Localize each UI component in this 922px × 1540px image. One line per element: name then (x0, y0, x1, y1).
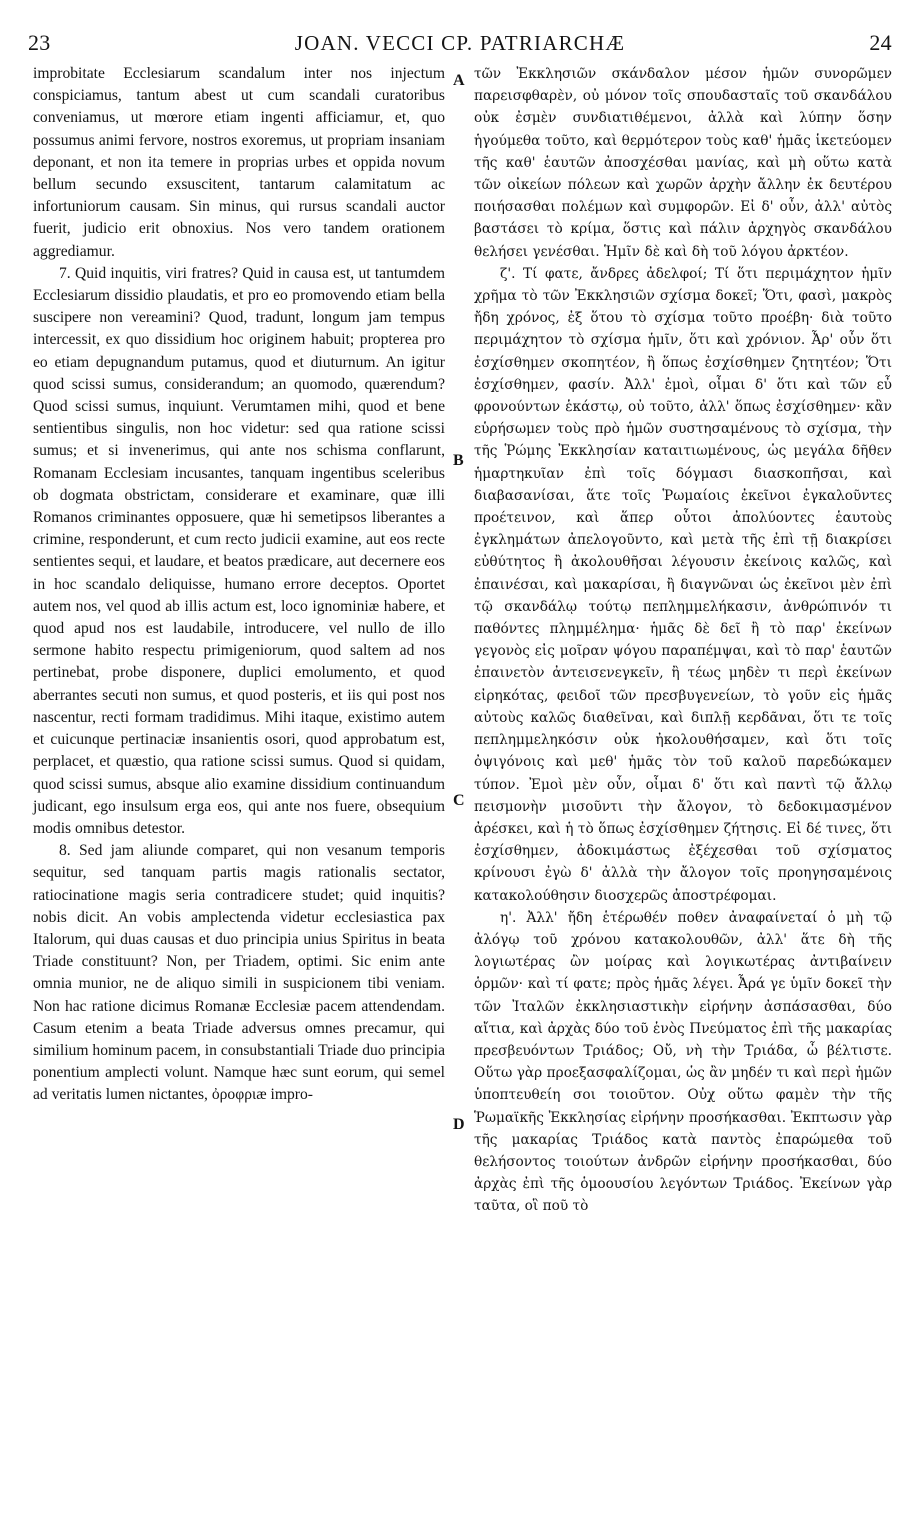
greek-column (474, 63, 892, 1218)
greek-paragraph-8: η'. Ἀλλ' ἤδη ἑτέρωθέν ποθεν ἀναφαίνεταί ὁ μὴ τῷ ἀλόγῳ τοῦ χρόνου κατακολουθῶν, ἀλλ' ἅτε δὴ τῆς λογιωτέρας ὢν μοίρας καὶ λογικωτέρας ἀντιβαίνειν ὁρμῶν· καὶ τί φατε; πρὸς ἡμᾶς λέγει. Ἆρά γε ὑμῖν δοκεῖ τὴν τῶν Ἰταλῶν ἐκκλησιαστικὴν εἰρήνην ἀσπάσασθαι, δύο αἴτια, καὶ ἀρχὰς δύο τοῦ ἑνὸς Πνεύματος ἐπὶ τῆς μακαρίας πρεσβευόντων Τριάδος; Οὔ, νὴ τὴν Τριάδα, ὦ βέλτιστε. Οὕτω γὰρ προεξασφαλίζομαι, ὡς ἂν μηδέν τι καὶ περὶ ἡμῶν ὑποπτευθείη σοι τοιοῦτον. Οὐχ οὕτω φαμὲν τὴν τῆς Ῥωμαϊκῆς Ἐκκλησίας εἰρήνην προσήκασθαι. Ἐκπτωσιν γὰρ τῆς μακαρίας Τριάδος κατὰ παντὸς ἐπαρώμεθα τοῦ θελήσοντος τοιούτων ἀνδρῶν εἰρήνην προσήκασθαι, δύο ἀρχὰς ἐπὶ τῆς ὁμοουσίου λεγόντων Τριάδος. Ἐκείνων γὰρ ταῦτα, οἳ ποῦ τὸ (474, 909, 892, 1215)
greek-paragraph-continuation: τῶν Ἐκκλησιῶν σκάνδαλον μέσον ἡμῶν συνορῶμεν παρεισφθαρὲν, οὐ μόνον τοῖς σπουδασταῖς τοῦ σκανδάλου οὐκ ἐσμὲν συνδιατιθέμενοι, ἀλλὰ καὶ λύπην ὅσην ἡγούμεθα τοῦτο, καὶ θερμότερον τοὺς καθ' ἡμᾶς ἱκετεύομεν τῆς καθ' ἑαυτῶν ἀποσχέσθαι μανίας, καὶ μὴ οὕτω κατὰ τῶν οἰκείων πόλεων καὶ χωρῶν ἀρχὴν ἄλλην ἐκ δευτέρου ποιήσασθαι πολέμων καὶ συμφορῶν. Εἰ δ' οὖν, ἀλλ' αὐτὸς βαστάσει τὸ κρίμα, ὅστις καὶ πάλιν ἀρχηγὸς σκανδάλου θελήσει γενέσθαι. Ἡμῖν δὲ καὶ δὴ τοῦ λόγου ἀρκτέον. (474, 66, 892, 260)
page-number-left: 23 (28, 30, 51, 55)
greek-paragraph-7: ζ'. Τί φατε, ἄνδρες ἀδελφοί; Τί ὅτι περιμάχητον ἡμῖν χρῆμα τὸ τῶν Ἐκκλησιῶν σχίσμα δοκεῖ; Ὅτι, φασὶ, μακρὸς ἤδη χρόνος, ἐξ ὅτου τὸ σχίσμα τοῦτο προέβη· διὰ τοῦτο περιμάχητον τὸ σχίσμα ἡμῖν, ὅτι καὶ χρόνιον. Ἆρ' οὖν ὅτι ἐσχίσθημεν σκοπητέον, ἢ ὅπως ἐσχίσθημεν ζητητέον; Ὅτι ἐσχίσθημεν, φασίν. Ἀλλ' ἐμοὶ, οἶμαι δ' ὅτι καὶ τῶν εὖ φρονούντων ἑκάστῳ, οὐ τοῦτο, ἀλλ' ὅπως ἐσχίσθημεν· κἂν εὑρήσωμεν τοὺς πρὸ ἡμῶν συστησαμένους τὸ σχίσμα, τὴν τῆς Ῥώμης Ἐκκλησίαν καταιτιωμένους, ὡς μεγάλα δῆθεν ἡμαρτηκυῖαν ἐπὶ τοῖς δόγμασι διασκοπῆσαι, καὶ διαβασανίσαι, ἅτε τοῖς Ῥωμαίοις ἐκεῖνοι ἐγκαλοῦντες προέτεινον, καὶ ἅπερ οὗτοι ἀπολύοντες ἑαυτοὺς ἐγκλημάτων ἀπελογοῦντο, καὶ μετὰ τῆς ἐπὶ τῇ διακρίσει εὐθύτητος ἢ ἀκολουθῆσαι λέγουσιν ἐκείνοις καλῶς, καὶ ἐπαινέσαι, καὶ μακαρίσαι, ἢ διαγνῶναι ὡς ἐκεῖνοι μὲν ἐπὶ τῷ σκανδάλῳ τούτῳ πεπλημμελήκασιν, ἀνθρώπινόν τι παθόντες πλημμέλημα· ἡμᾶς δὲ δεῖ ἢ τὸ παρ' ἐκείνων γεγονὸς εἰς μοῖραν ψόγου παραπέμψαι, καὶ τὸ παρ' ἑαυτῶν ἐπαινετὸν ἀντεισενεγκεῖν, ἢ τέως μηδὲν τι περὶ ἐκείνων εἰρηκότας, φειδοῖ τῶν πρεσβυγενείων, τὸ γοῦν εἰς ἡμᾶς αὐτοὺς καλῶς διαθεῖναι, καὶ διπλῇ κερδᾶναι, ὅτι τε τοῖς πεπλημμεληκόσιν οὐκ ἠκολουθήσαμεν, καὶ ὅτι τοῖς ὀψιγόνοις καὶ μεθ' ἡμᾶς τὸν τοῦ καλοῦ παρεδώκαμεν τύπον. Ἐμοὶ μὲν οὖν, οἶμαι δ' ὅτι καὶ παντὶ τῷ ἄλλῳ πεισμονὴν μισοῦντι τὴν ἄλογον, τὸ δεδοκιμασμένον ἀρέσκει, καὶ ἡ τὸ ὅπως ἐσχίσθημεν ζήτησις. Εἰ δέ τινες, ὅτι ἐσχίσθημεν, ἀδοκιμάστως ἐξέχεσθαι τοῦ σχίσματος κρίνουσι ἐγὼ δ' ἀλλὰ τὴν ἄλογον τοῖς προηγησαμένοις κατακολούθησιν διοσχερῶς ἀποστρέφομαι. (474, 265, 892, 904)
page-number-right: 24 (869, 30, 892, 55)
latin-paragraph-continuation: improbitate Ecclesiarum scandalum inter nos injectum conspiciamus, tantum abest ut cum scandali curatoribus conveniamus, ut mœrore etiam ingenti afficiamur, et, quo possumus animi fervore, nostros exoremus, ut propriam insaniam deponant, et non ita temere in proprias urbes et oppida novum bellum secundo exsuscitent, tantarum calamitatum ac infortuniorum causam. Sin minus, qui rursus scandali auctor fuerit, judicio erit obnoxius. Nos vero tandem orationem aggrediamur. (33, 65, 445, 260)
running-header (28, 30, 892, 56)
latin-paragraph-8: 8. Sed jam aliunde comparet, qui non vesanum temporis sequitur, sed tanquam partis magis rationalis sectator, ratiocinatione magis seria contradicere studet; quid inquitis? nobis dicit. An vobis amplectenda videtur ecclesiastica pax Italorum, qui duas causas et duo principia unius Spiritus in beata Triade constituunt? Non, per Triadem, optimi. Sic enim ante omnia munior, ne de aliquo simili in suspicionem tibi veniam. Non hac ratione dicimus Romanæ Ecclesiæ pacem attendendam. Casum etenim a beata Triade adversus omnes precamur, qui similium hominum pacem, in consubstantiali Triade duo principia ponentium amplecti volunt. Namque hæc sunt eorum, qui semel ad veritatis lumen nictantes, ὀροφριæ impro- (33, 842, 445, 1104)
running-title: JOAN. VECCI CP. PATRIARCHÆ (294, 31, 626, 55)
latin-column (33, 63, 445, 1107)
margin-marker-c: C (453, 792, 465, 809)
latin-paragraph-7: 7. Quid inquitis, viri fratres? Quid in causa est, ut tantumdem Ecclesiarum dissidio plaudatis, et pro eo promovendo etiam bella suscipere non vereamini? Quod, tradunt, longum jam tempus intercessit, ex quo dissidium hoc originem habuit; propterea pro eo etiam depugnandum putamus, quod et diuturnum. An igitur quod scissi sumus, considerandum; an quomodo, quærendum? Quod scissi sumus, inquiunt. Verumtamen mihi, quod et bene sentientibus singulis, non hoc videtur: sed qua ratione scissi sumus; et si invenerimus, qui ante nos schisma conflarunt, Romanam Ecclesiam incusantes, tanquam ingentibus sceleribus ob dogmata obstrictam, considerare et examinare, quæ illi Romanos criminantes opposuere, quæ hi semetipsos liberantes a crimine, responderunt, et cum recto judicii examine, aut eos recte sentientes sequi, et laudare, et beatos prædicare, aut decernere eos in hoc scandalo deliquisse, humano errore deceptos. Oportet autem nos, vel quod ab illis actum est, loco ignominiæ habere, et quod apud nos est laudabile, introducere, vel nullo de illo sermone habito respectu primigeniorum, quod saltem ad nos pertinebat, probe disponere, duplici emolumento, et quod aberrantes secuti non sumus, et quod posteris, et iis qui post nos nascentur, recti formam tradidimus. Mihi itaque, existimo autem et cuicunque pertinaciæ insanientis osori, quod approbatum est, perplacet, et quæstio, qua ratione scissi sumus. Quod si quidam, quod scissi sumus, absque alio examine dissidium continuandum judicant, ego insulsum erga eos, qui ante nos fuere, obsequium modis omnibus detestor. (33, 264, 445, 837)
margin-marker-b: B (453, 452, 464, 469)
margin-marker-a: A (453, 72, 465, 89)
margin-marker-d: D (453, 1116, 465, 1133)
